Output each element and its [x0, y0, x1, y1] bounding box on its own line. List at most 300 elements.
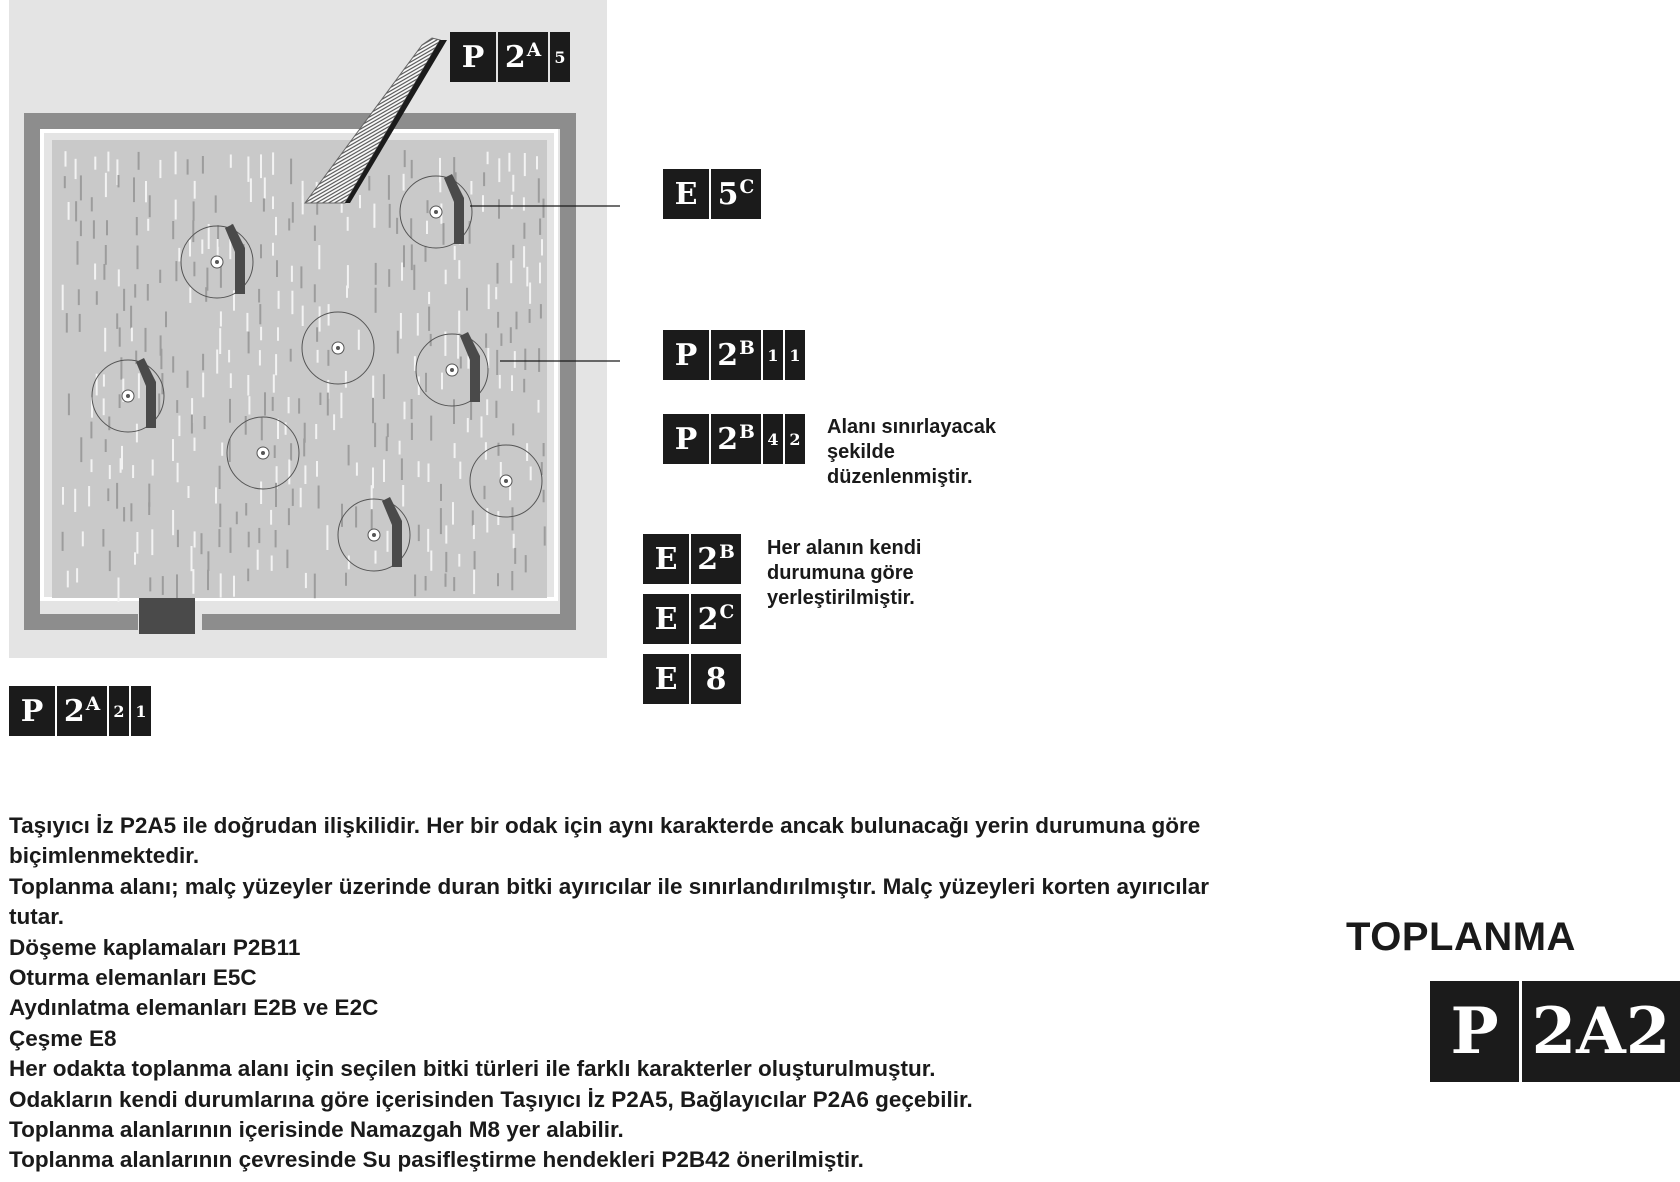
paving-dash	[207, 551, 209, 571]
paving-dash	[258, 528, 260, 543]
paving-dash	[498, 158, 500, 182]
paving-dash	[109, 551, 111, 571]
paving-dash	[341, 504, 343, 527]
paving-dash	[373, 204, 375, 228]
paving-dash	[88, 486, 90, 506]
paving-dash	[345, 371, 347, 388]
paving-dash	[314, 574, 316, 599]
tree-trunk-icon	[450, 368, 454, 372]
paving-dash	[358, 330, 360, 350]
paving-dash	[386, 436, 388, 451]
paving-dash	[327, 393, 329, 416]
paving-dash	[292, 202, 294, 223]
paving-dash	[445, 574, 447, 587]
paving-dash	[133, 177, 135, 202]
paving-dash	[459, 462, 461, 479]
paving-dash	[230, 528, 232, 553]
paving-dash	[525, 555, 527, 572]
paving-dash	[288, 218, 290, 230]
paving-dash	[191, 415, 193, 434]
tag-number: 5 $^C$	[711, 169, 761, 219]
paving-dash	[541, 239, 543, 255]
paving-dash	[260, 482, 262, 505]
paving-dash	[91, 459, 93, 472]
paving-dash	[375, 551, 377, 564]
tag-subscript: 4	[763, 414, 783, 464]
paving-dash	[165, 312, 167, 328]
paving-dash	[248, 532, 250, 548]
paving-dash	[470, 181, 472, 195]
paving-dash	[172, 439, 174, 461]
paving-dash	[496, 350, 498, 375]
paving-dash	[305, 573, 307, 588]
paving-dash	[302, 306, 304, 326]
paving-dash	[93, 220, 95, 238]
paving-dash	[162, 576, 164, 595]
paving-dash	[304, 465, 306, 484]
paving-dash	[427, 200, 429, 213]
paving-dash	[148, 502, 150, 515]
paving-dash	[245, 416, 247, 435]
paving-dash	[430, 416, 432, 441]
paving-dash	[105, 173, 107, 197]
paving-dash	[458, 554, 460, 567]
paving-dash	[277, 327, 279, 341]
paving-dash	[275, 217, 277, 235]
tag-e2b	[643, 534, 741, 584]
site-plan	[0, 0, 620, 665]
note-placement: Her alanın kendi durumuna göre yerleştirilmiştir.	[767, 537, 922, 609]
paving-dash	[188, 486, 190, 498]
paving-dash	[536, 156, 538, 169]
tag-p2b42	[663, 414, 805, 464]
paving-dash	[543, 443, 545, 456]
paving-dash	[118, 175, 120, 187]
tag-e8	[643, 654, 741, 704]
paving-dash	[411, 244, 413, 270]
paving-dash	[172, 221, 174, 239]
paving-dash	[118, 578, 120, 602]
paving-dash	[276, 260, 278, 277]
paving-dash	[523, 379, 525, 393]
paving-dash	[116, 483, 118, 509]
paving-dash	[233, 576, 235, 597]
paving-dash	[220, 311, 222, 326]
paving-dash	[467, 418, 469, 432]
paving-dash	[426, 221, 428, 234]
paving-dash	[145, 328, 147, 352]
paving-dash	[348, 445, 350, 466]
paving-dash	[316, 327, 318, 342]
paving-dash	[418, 525, 420, 541]
paving-dash	[75, 201, 77, 221]
paving-dash	[193, 262, 195, 277]
paving-dash	[286, 550, 288, 569]
paving-dash	[340, 393, 342, 418]
paving-dash	[388, 175, 390, 200]
paving-dash	[202, 156, 204, 174]
paving-dash	[524, 153, 526, 176]
paving-dash	[411, 160, 413, 178]
paving-dash	[257, 550, 259, 570]
description-line: Oturma elemanları E5C	[9, 965, 257, 991]
paving-dash	[82, 531, 84, 546]
paving-dash	[524, 349, 526, 370]
paving-dash	[430, 551, 432, 571]
paving-dash	[333, 414, 335, 430]
tree-trunk-icon	[126, 394, 130, 398]
code-badge	[1430, 981, 1680, 1082]
paving-dash	[319, 306, 321, 331]
paving-dash	[543, 199, 545, 218]
paving-dash	[302, 196, 304, 215]
paving-dash	[64, 176, 66, 188]
paving-dash	[277, 419, 279, 439]
paving-dash	[368, 176, 370, 191]
paving-dash	[189, 240, 191, 257]
paving-dash	[516, 312, 518, 330]
paving-dash	[481, 416, 483, 437]
paving-dash	[192, 569, 194, 594]
paving-dash	[79, 314, 81, 332]
paving-dash	[538, 400, 540, 413]
paving-dash	[356, 463, 358, 476]
paving-dash	[107, 152, 109, 172]
tag-number: 8	[691, 654, 741, 704]
paving-dash	[258, 289, 260, 303]
paving-dash	[109, 465, 111, 479]
paving-dash	[247, 375, 249, 396]
paving-dash	[176, 400, 178, 413]
paving-dash	[425, 576, 427, 591]
paving-dash	[474, 551, 476, 569]
description-line: Taşıyıcı İz P2A5 ile doğrudan ilişkilidir. Her bir odak için aynı karakterde ancak bulunacağı yerin durumuna göre biçimlenmektedir.	[9, 813, 1201, 869]
paving-dash	[316, 461, 318, 477]
paving-dash	[498, 443, 500, 456]
paving-dash	[119, 394, 121, 408]
paving-dash	[497, 573, 499, 586]
paving-dash	[300, 488, 302, 508]
paving-dash	[160, 349, 162, 370]
paving-dash	[411, 423, 413, 440]
tag-number: 2 $^A$	[498, 32, 548, 82]
paving-dash	[137, 246, 139, 270]
paving-dash	[417, 313, 419, 336]
paving-dash	[68, 394, 70, 416]
paving-dash	[400, 313, 402, 339]
paving-dash	[355, 506, 357, 527]
paving-dash	[498, 199, 500, 218]
paving-dash	[177, 463, 179, 483]
paving-dash	[65, 151, 67, 166]
paving-dash	[248, 332, 250, 354]
paving-dash	[187, 159, 189, 174]
tag-subscript: 2	[109, 686, 129, 736]
paving-dash	[399, 441, 401, 455]
paving-dash	[172, 510, 174, 535]
paving-dash	[445, 525, 447, 543]
paving-dash	[388, 269, 390, 287]
paving-dash	[497, 312, 499, 328]
frame-left	[24, 113, 40, 630]
paving-dash	[514, 548, 516, 564]
tag-letter: E	[643, 534, 689, 584]
paving-dash	[346, 286, 348, 298]
paving-dash	[511, 195, 513, 209]
paving-dash	[454, 443, 456, 458]
description-line: Toplanma alanlarının çevresinde Su pasifleştirme hendekleri P2B42 önerilmiştir.	[9, 1147, 864, 1173]
paving-dash	[495, 287, 497, 299]
paving-dash	[512, 175, 514, 192]
paving-dash	[272, 243, 274, 256]
tag-e2c	[643, 594, 741, 644]
paving-dash	[441, 373, 443, 390]
paving-dash	[288, 460, 290, 485]
paving-dash	[445, 552, 447, 572]
tag-subscript: 5	[550, 32, 570, 82]
paving-dash	[453, 577, 455, 591]
paving-dash	[396, 218, 398, 234]
paving-dash	[529, 309, 531, 323]
paving-dash	[500, 462, 502, 478]
paving-dash	[523, 197, 525, 210]
paving-dash	[116, 313, 118, 329]
tag-number: 2 $^B$	[711, 414, 761, 464]
paving-dash	[158, 394, 160, 415]
paving-dash	[288, 508, 290, 525]
paving-dash	[62, 532, 64, 551]
paving-dash	[176, 574, 178, 599]
frame-bottom-right	[202, 614, 576, 630]
description-line: Çeşme E8	[9, 1025, 117, 1051]
paving-dash	[514, 351, 516, 368]
paving-dash	[544, 526, 546, 545]
paving-dash	[372, 398, 374, 423]
paving-dash	[132, 465, 134, 478]
paving-dash	[149, 195, 151, 217]
description-line: Toplanma alanlarının içerisinde Namazgah M8 yer alabilir.	[9, 1117, 624, 1143]
paving-dash	[418, 461, 420, 477]
paving-dash	[291, 266, 293, 282]
paving-dash	[473, 570, 475, 594]
frame-bottom-left	[24, 614, 138, 630]
paving-dash	[375, 288, 377, 313]
paving-dash	[131, 328, 133, 342]
paving-dash	[130, 306, 132, 329]
paving-dash	[413, 265, 415, 290]
paving-dash	[138, 152, 140, 170]
paving-dash	[427, 529, 429, 552]
code-number: 2A2	[1522, 981, 1680, 1082]
paving-dash	[487, 152, 489, 165]
tag-e5c	[663, 169, 761, 219]
paving-dash	[201, 240, 203, 254]
paving-dash	[208, 224, 210, 249]
paving-dash	[458, 311, 460, 333]
paving-dash	[194, 438, 196, 451]
tag-number: 2 $^B$	[691, 534, 741, 584]
paving-dash	[508, 153, 510, 172]
paving-dash	[68, 202, 70, 220]
frame-right	[560, 113, 576, 630]
paving-dash	[495, 401, 497, 418]
paving-dash	[134, 552, 136, 564]
paving-dash	[425, 373, 427, 392]
paving-dash	[215, 487, 217, 503]
tag-letter: E	[643, 654, 689, 704]
paving-dash	[292, 489, 294, 506]
paving-dash	[272, 152, 274, 174]
code-letter: P	[1430, 981, 1519, 1082]
tree-trunk-icon	[261, 451, 265, 455]
paving-dash	[291, 291, 293, 315]
paving-dash	[401, 263, 403, 281]
paving-dash	[387, 531, 389, 552]
paving-dash	[230, 155, 232, 168]
paving-dash	[374, 423, 376, 447]
paving-dash	[123, 289, 125, 311]
paving-dash	[175, 261, 177, 281]
tag-number: 2 $^A$	[57, 686, 107, 736]
tag-letter: P	[9, 686, 55, 736]
paving-dash	[347, 217, 349, 231]
paving-dash	[383, 460, 385, 483]
paving-dash	[314, 226, 316, 241]
paving-dash	[328, 304, 330, 326]
paving-dash	[194, 531, 196, 547]
paving-dash	[192, 220, 194, 242]
paving-dash	[264, 178, 266, 199]
description-line: Döşeme kaplamaları P2B11	[9, 934, 301, 960]
paving-dash	[218, 529, 220, 547]
paving-dash	[219, 466, 221, 489]
paving-dash	[77, 241, 79, 265]
paving-dash	[543, 490, 545, 503]
description-line: Odakların kendi durumlarına göre içerisinden Taşıyıcı İz P2A5, Bağlayıcılar P2A6 geçebilir.	[9, 1086, 973, 1112]
paving-dash	[273, 374, 275, 392]
paving-dash	[189, 287, 191, 303]
paving-dash	[134, 284, 136, 297]
tree-trunk-icon	[372, 533, 376, 537]
paving-dash	[246, 313, 248, 332]
paving-dash	[271, 556, 273, 571]
tree-trunk-icon	[336, 346, 340, 350]
paving-dash	[145, 181, 147, 202]
tag-letter: E	[643, 594, 689, 644]
tag-number: 2 $^C$	[691, 594, 741, 644]
paving-dash	[425, 246, 427, 262]
paving-dash	[103, 398, 105, 415]
description-line: Toplanma alanı; malç yüzeyler üzerinde duran bitki ayırıcılar ile sınırlandırılmıştır. Malç yüzeyleri korten ayırıcılar tutar.	[9, 873, 1210, 930]
paving-dash	[473, 525, 475, 539]
paving-dash	[80, 221, 82, 237]
paving-dash	[526, 267, 528, 287]
paving-dash	[229, 399, 231, 423]
paving-dash	[278, 291, 280, 309]
paving-dash	[319, 393, 321, 405]
paving-dash	[484, 486, 486, 499]
paving-dash	[272, 196, 274, 209]
tree-trunk-icon	[434, 210, 438, 214]
frame-top	[24, 113, 576, 129]
paving-dash	[136, 217, 138, 235]
paving-dash	[314, 284, 316, 302]
paving-dash	[529, 283, 531, 304]
paving-dash	[194, 181, 196, 199]
paving-dash	[260, 327, 262, 341]
paving-dash	[147, 284, 149, 301]
paving-dash	[149, 577, 151, 591]
paving-dash	[512, 423, 514, 435]
tag-letter: P	[450, 32, 496, 82]
paving-dash	[371, 485, 373, 510]
paving-dash	[152, 460, 154, 476]
paving-dash	[485, 333, 487, 347]
paving-dash	[512, 507, 514, 530]
paving-dash	[177, 530, 179, 547]
tag-p2a21	[9, 686, 151, 736]
paving-dash	[315, 424, 317, 439]
paving-dash	[372, 468, 374, 489]
paving-dash	[443, 223, 445, 245]
paving-dash	[372, 376, 374, 399]
paving-dash	[259, 304, 261, 324]
paving-dash	[220, 573, 222, 597]
paving-dash	[288, 397, 290, 413]
paving-dash	[402, 485, 404, 507]
paving-dash	[193, 201, 195, 220]
paving-dash	[80, 437, 82, 462]
paving-dash	[80, 175, 82, 200]
paving-dash	[482, 195, 484, 212]
paving-dash	[523, 223, 525, 239]
tag-subscript: 2	[785, 414, 805, 464]
paving-dash	[247, 569, 249, 582]
paving-dash	[414, 575, 416, 597]
paving-dash	[404, 402, 406, 420]
paving-dash	[428, 292, 430, 304]
page-title: TOPLANMA	[1346, 915, 1576, 959]
paving-dash	[318, 245, 320, 269]
paving-dash	[62, 285, 64, 310]
paving-dash	[404, 150, 406, 167]
paving-dash	[96, 291, 98, 305]
paving-dash	[538, 348, 540, 372]
paving-dash	[371, 509, 373, 530]
paving-dash	[403, 245, 405, 267]
paving-dash	[178, 416, 180, 437]
paving-dash	[120, 458, 122, 473]
paving-dash	[466, 288, 468, 311]
paving-dash	[230, 373, 232, 388]
paving-dash	[236, 512, 238, 525]
paving-dash	[274, 445, 276, 458]
paving-dash	[107, 488, 109, 501]
paving-dash	[103, 264, 105, 280]
paving-dash	[260, 154, 262, 178]
paving-dash	[511, 375, 513, 391]
paving-dash	[389, 204, 391, 228]
paving-dash	[483, 172, 485, 186]
paving-dash	[460, 357, 462, 369]
note-boundary: Alanı sınırlayacak şekilde düzenlenmiştir.	[827, 416, 996, 488]
paving-dash	[105, 245, 107, 265]
paving-dash	[303, 439, 305, 457]
paving-dash	[327, 350, 329, 366]
paving-dash	[530, 467, 532, 481]
paving-dash	[215, 195, 217, 212]
paving-dash	[147, 219, 149, 231]
